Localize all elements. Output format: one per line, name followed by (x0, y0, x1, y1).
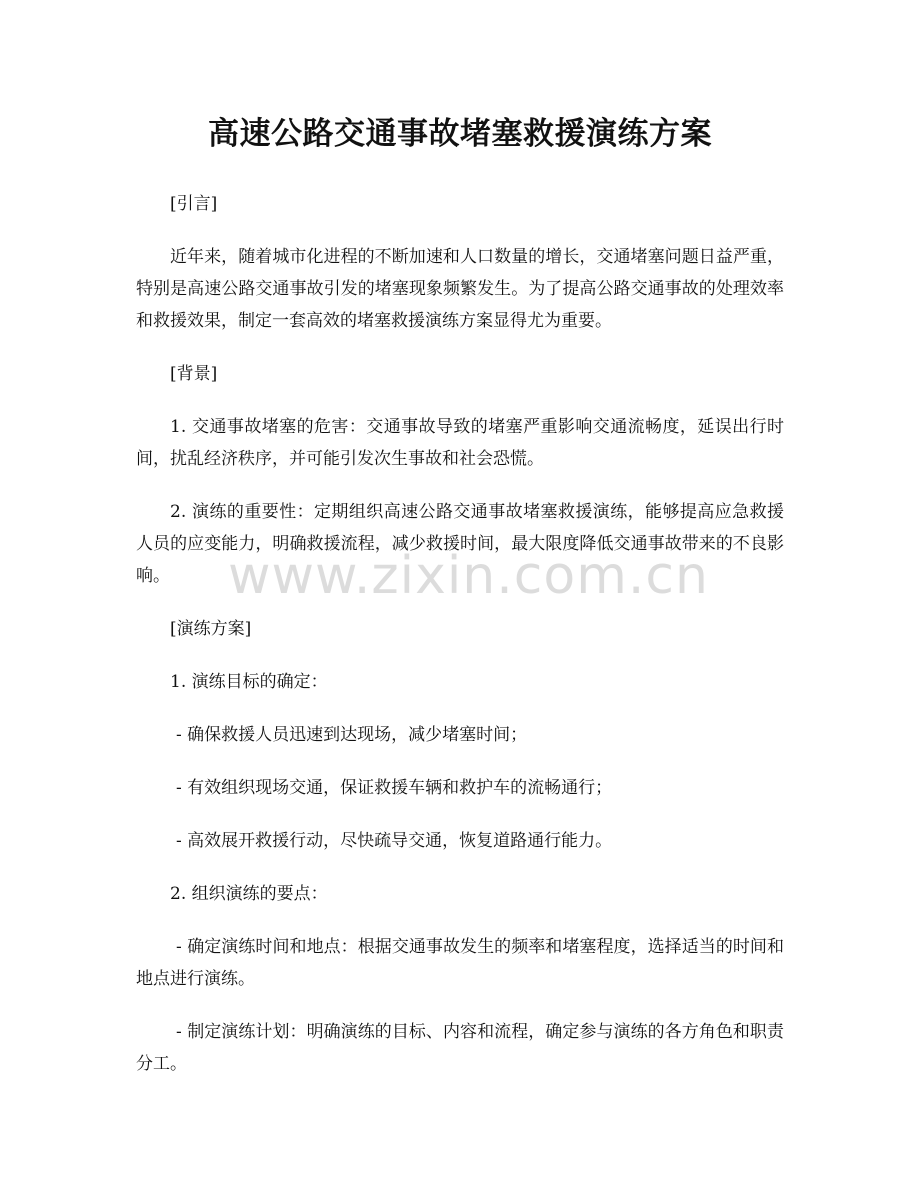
section-heading-plan: [演练方案] (170, 619, 252, 639)
paragraph-intro: 近年来，随着城市化进程的不断加速和人口数量的增长，交通堵塞问题日益严重，特别是高速公路交通事故引发的堵塞现象频繁发生。为了提高公路交通事故的处理效率和救援效果，制定一套高效的堵塞救援演练方案显得尤为重要。 (136, 247, 784, 331)
list-item-goal-1: - 确保救援人员迅速到达现场，减少堵塞时间； (176, 725, 528, 745)
document-body (136, 188, 784, 1101)
watermark: www.zixin.com.cn (228, 546, 709, 606)
list-heading-goals: 1. 演练目标的确定： (170, 672, 328, 692)
list-heading-key-points: 2. 组织演练的要点： (170, 884, 328, 904)
paragraph-background-1: 1. 交通事故堵塞的危害：交通事故导致的堵塞严重影响交通流畅度，延误出行时间，扰乱经济秩序，并可能引发次生事故和社会恐慌。 (136, 417, 784, 469)
section-heading-background: [背景] (170, 364, 218, 384)
list-item-goal-3: - 高效展开救援行动，尽快疏导交通，恢复道路通行能力。 (176, 831, 613, 851)
document-title: 高速公路交通事故堵塞救援演练方案 (208, 116, 712, 152)
paragraph-background-2: 2. 演练的重要性：定期组织高速公路交通事故堵塞救援演练，能够提高应急救援人员的应变能力，明确救援流程，减少救援时间，最大限度降低交通事故带来的不良影响。 (136, 502, 784, 586)
list-item-key-point-1: - 确定演练时间和地点：根据交通事故发生的频率和堵塞程度，选择适当的时间和地点进行演练。 (136, 937, 784, 989)
list-item-key-point-2: - 制定演练计划：明确演练的目标、内容和流程，确定参与演练的各方角色和职责分工。 (136, 1022, 784, 1074)
section-heading-intro: [引言] (170, 194, 218, 214)
list-item-goal-2: - 有效组织现场交通，保证救援车辆和救护车的流畅通行； (176, 778, 613, 798)
